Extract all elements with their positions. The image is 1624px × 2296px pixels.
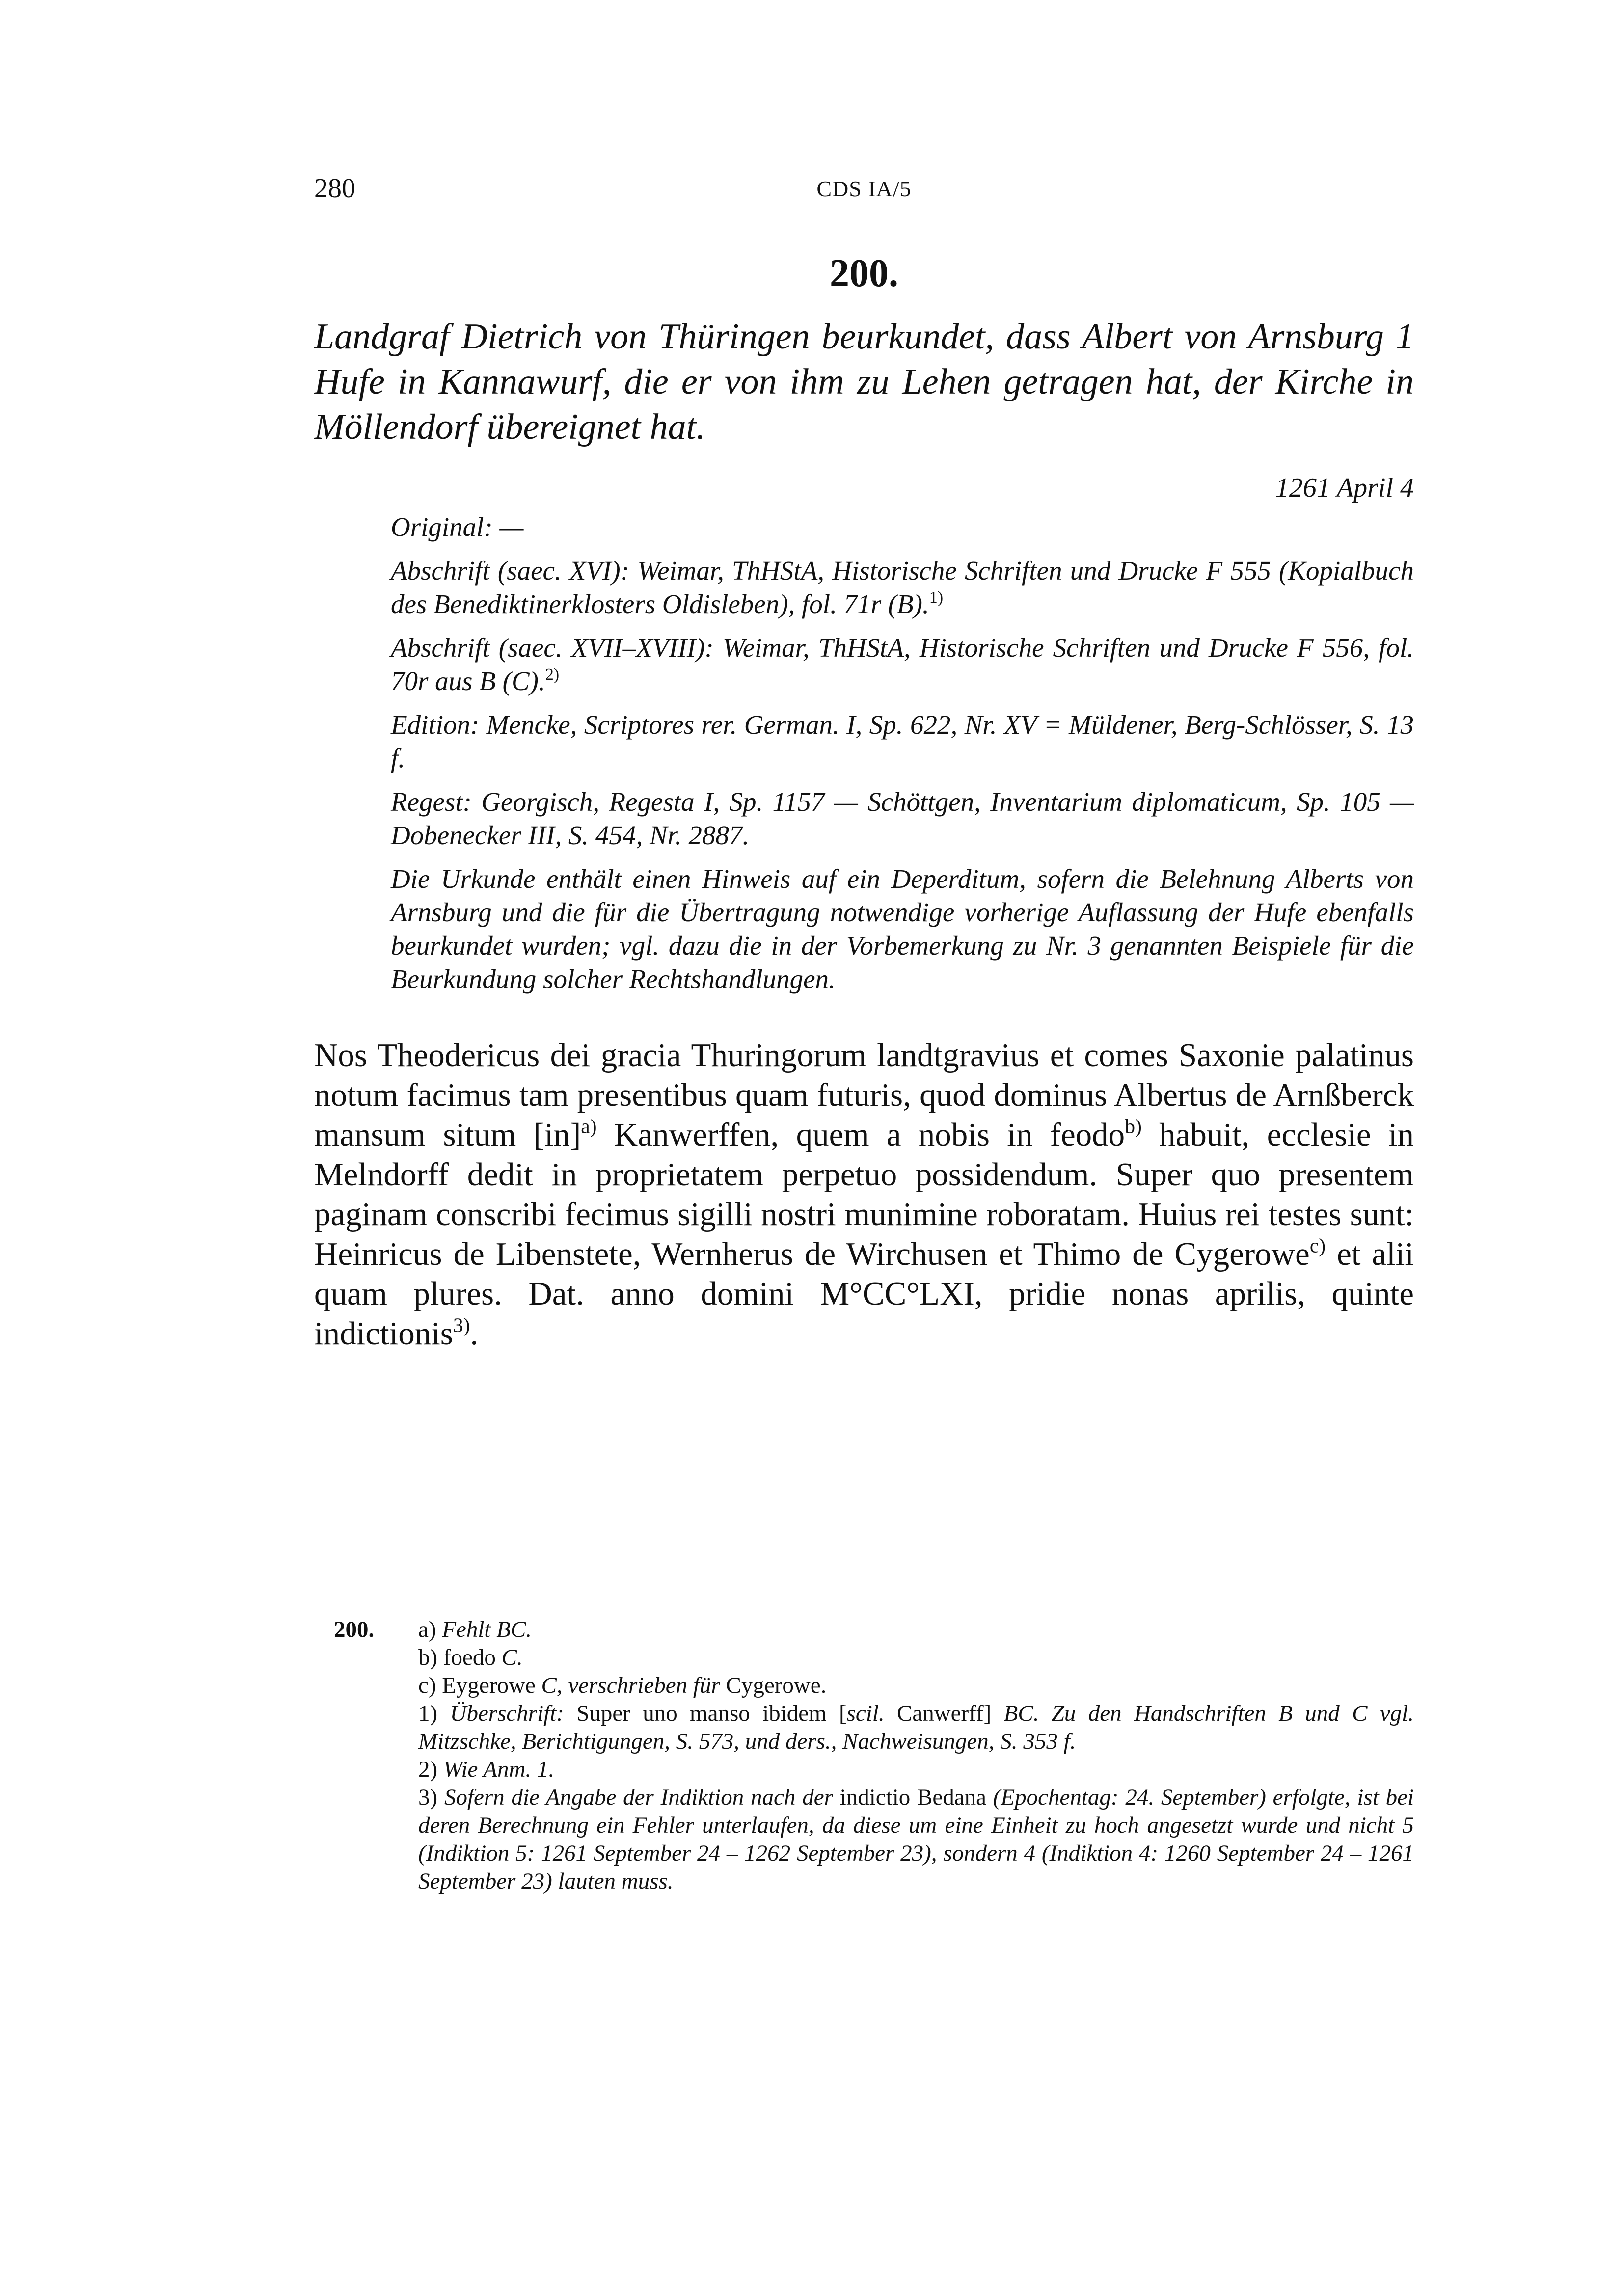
remark-note: Die Urkunde enthält einen Hinweis auf ein Deperditum, sofern die Belehnung Alberts von Arnsburg und die für die Übertragung notwendige vorherige Auflassung der Hufe ebenfalls beurkundet wurden; vgl. dazu die in der Vorbemerkung zu Nr. 3 genannten Beispiele für die Beurkundung solcher Rechtshandlungen. <box>391 864 1414 994</box>
footnote-c <box>418 1672 1414 1700</box>
footnotes-label: 200. <box>334 1617 375 1642</box>
copy-b-text: Abschrift (saec. XVI): Weimar, ThHStA, Historische Schriften und Drucke F 555 (Kopialbuch des Benediktinerklosters Oldisleben), fol. 71r (B). <box>391 556 1414 619</box>
footnote-text: Eygerowe <box>442 1673 536 1698</box>
footnote-text: C, verschrieben für <box>541 1673 720 1698</box>
footnote-text: Fehlt BC. <box>442 1617 532 1642</box>
footnote-text: Wie Anm. 1. <box>443 1757 555 1782</box>
footnote-text: indictio Bedana <box>839 1785 986 1810</box>
footnote-marker: a) <box>418 1617 436 1642</box>
charter-paragraph <box>314 1036 1414 1354</box>
footnote-text: C. <box>501 1645 523 1670</box>
footnote-marker: 1) <box>418 1701 438 1726</box>
footnote-1 <box>418 1700 1414 1756</box>
footnote-text: Super uno manso ibidem [ <box>576 1701 847 1726</box>
footnote-text: BC. Zu den Handschriften B und C vgl. Mitzschke, Berichtigungen, S. 573, und ders., Nachweisungen, S. 353 f. <box>418 1701 1414 1754</box>
footnote-ref-b: b) <box>1125 1115 1142 1138</box>
footnote-ref-3: 3) <box>453 1313 470 1336</box>
footnote-marker: 2) <box>418 1757 438 1782</box>
page-number: 280 <box>314 173 355 204</box>
charter-text <box>314 1036 1414 1354</box>
footnote-text: Überschrift: <box>450 1701 564 1726</box>
footnote-text: Cygerowe. <box>726 1673 827 1698</box>
footnote-marker: c) <box>418 1673 436 1698</box>
copy-c-note <box>391 631 1414 698</box>
copy-b-footnote-ref: 1) <box>929 588 944 607</box>
footnotes <box>334 1616 1414 1896</box>
footnote-text: scil. <box>846 1701 885 1726</box>
charter-text-part: et alii quam plures. Dat. anno domini M°CC°LXI, pridie nonas aprilis, quinte indictionis <box>314 1236 1414 1352</box>
source-apparatus <box>391 510 1414 1006</box>
footnote-3 <box>418 1784 1414 1896</box>
footnote-ref-c: c) <box>1309 1234 1326 1257</box>
running-head <box>314 173 1414 207</box>
footnote-list <box>418 1616 1414 1896</box>
footnote-text: foedo <box>443 1645 496 1670</box>
copy-b-note <box>391 554 1414 621</box>
document-date: 1261 April 4 <box>1275 473 1414 503</box>
original-note: Original: — <box>391 512 524 542</box>
copy-c-footnote-ref: 2) <box>545 665 560 684</box>
charter-text-part: Nos Theodericus dei gracia Thuringorum landtgravius et comes Saxonie palatinus notum facimus tam presentibus quam futuris, quod dominus Albertus de Arnßberck mansum situm [in] <box>314 1037 1414 1153</box>
copy-c-text: Abschrift (saec. XVII–XVIII): Weimar, ThHStA, Historische Schriften und Drucke F 556, fol. 70r aus B (C). <box>391 633 1414 696</box>
footnote-ref-a: a) <box>581 1115 597 1138</box>
edition-note: Edition: Mencke, Scriptores rer. German. I, Sp. 622, Nr. XV = Müldener, Berg-Schlösser, S. 13 f. <box>391 710 1414 773</box>
charter-text-part: . <box>470 1315 479 1352</box>
footnote-2 <box>418 1756 1414 1784</box>
document-number: 200. <box>830 252 898 295</box>
footnote-text: (Epochentag: 24. September) erfolgte, ist bei deren Berechnung ein Fehler unterlaufen, da diese um eine Einheit zu hoch angesetzt wurde und nicht 5 (Indiktion 5: 1261 September 24 – 1262 September 23), sondern 4 (Indiktion 4: 1260 September 24 – 1261 September 23) lauten muss. <box>418 1785 1414 1894</box>
footnote-marker: b) <box>418 1645 438 1670</box>
regest-note: Regest: Georgisch, Regesta I, Sp. 1157 — Schöttgen, Inventarium diplomaticum, Sp. 105 — Dobenecker III, S. 454, Nr. 2887. <box>391 787 1414 850</box>
footnote-a <box>418 1616 1414 1644</box>
charter-text-part: Kanwerffen, quem a nobis in feodo <box>596 1117 1125 1153</box>
series-title: CDS IA/5 <box>816 176 912 201</box>
footnote-marker: 3) <box>418 1785 438 1810</box>
regest-title: Landgraf Dietrich von Thüringen beurkundet, dass Albert von Arnsburg 1 Hufe in Kannawurf, die er von ihm zu Lehen getragen hat, der Kirche in Möllendorf übereignet hat. <box>314 317 1414 447</box>
footnote-text: Canwerff] <box>884 1701 992 1726</box>
charter-text-part: habuit, ecclesie in Melndorff dedit in proprietatem perpetuo possidendum. Super quo presentem paginam conscribi fecimus sigilli nostri munimine roboratam. Huius rei testes sunt: Heinricus de Libenstete, Wernherus de Wirchusen et Thimo de Cygerowe <box>314 1117 1414 1272</box>
footnote-b <box>418 1644 1414 1672</box>
footnote-text: Sofern die Angabe der Indiktion nach der <box>444 1785 833 1810</box>
